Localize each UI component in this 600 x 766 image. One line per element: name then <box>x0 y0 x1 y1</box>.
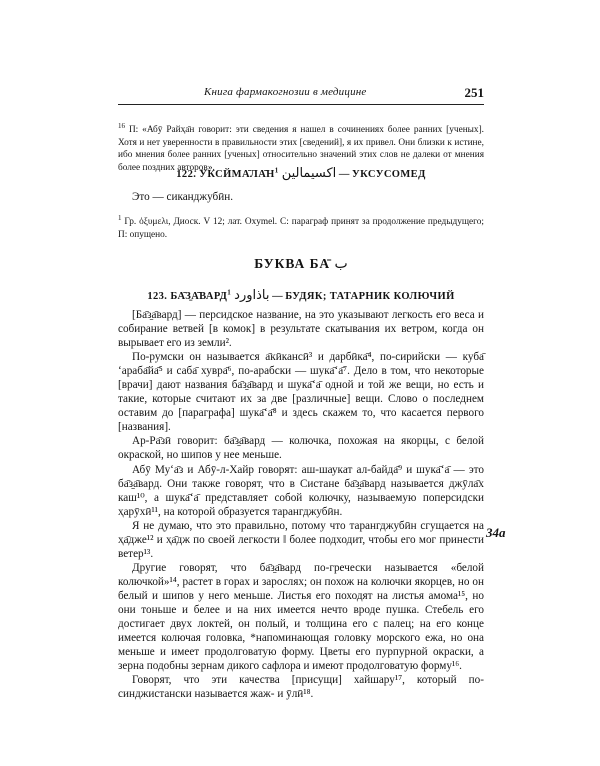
entry-123-heading <box>118 288 484 303</box>
paragraph: Говорят, что эти качества [присущи] хайшару¹⁷, который по-синджистански называется жаж- и ӯлӣ¹⁸. <box>118 674 484 701</box>
page-number: 251 <box>464 85 484 100</box>
footnote-marker: 16 <box>118 122 125 130</box>
entry-122-translation: — УКСУСОМЕД <box>338 169 426 180</box>
entry-122-arabic: اكسيمالين <box>281 166 337 181</box>
footnote-text: П: «Абӯ Райҳа̄н говорит: эти сведения я нашел в сочинениях более ранних [ученых]. Хотя и нет уверенности в правильности этих [сведений], я их привел. Они близки к истине, ибо мнения более ранних [ученых] относительно значений этих слов не далеки от мнения более поздних авторов». <box>118 125 484 173</box>
section-label: БУКВА БА̄ <box>254 256 331 271</box>
entry-122-title: 122. УКСЙМА̄ЛА̄Н <box>176 169 275 180</box>
entry-123-note: 1 <box>227 288 232 297</box>
entry-123-arabic: باذاورد <box>234 288 270 303</box>
running-header <box>118 86 484 105</box>
margin-folio-note: 34а <box>486 525 506 540</box>
section-arabic: ب <box>334 256 348 272</box>
section-heading <box>118 256 484 272</box>
entry-122-footnote <box>118 212 484 241</box>
paragraph: Я не думаю, что это правильно, потому что тарангджубӣн сгущается на ҳа̄дже¹² и ҳа̄дж по своей легкости ‖ более подходит, чтобы его мог принести ветер¹³. <box>118 519 484 560</box>
entry-123-title: 123. БА̄З̱А̄ВАРД <box>147 291 228 302</box>
entry-122-note: 1 <box>274 166 279 175</box>
entry-122-footnote-text: Гр. ὀξυμελι, Диоск. V 12; лат. Oxymel. С: параграф принят за продолжение предыдущего; П: опущено. <box>118 217 484 240</box>
paragraph: [Ба̄з̱а̄вард] — персидское название, на это указывают легкость его веса и собирание ветвей [в комок] в результате скатывания их ветром, когда он вырывает его из земли². <box>118 309 484 350</box>
entry-122-footnote-marker: 1 <box>118 214 122 222</box>
entry-122-heading <box>118 166 484 181</box>
entry-122-text: Это — сиканджубӣн. <box>132 191 234 203</box>
entry-123-body <box>118 308 484 701</box>
running-title: Книга фармакогнозии в медицине <box>204 86 367 98</box>
paragraph: Абӯ Му‘а̄з и Абӯ-л-Хайр говорят: аш-шаукат ал-байда̄⁹ и шука̄‘а̄ — это ба̄з̱а̄вард. Они также говорят, что в Систане ба̄з̱а̄вард называется джӯла̄х каш¹⁰, а шука̄‘а̄ представляет собой колючку, называемую поперсидски ҳарӯхӣ¹¹, на которой образуется тарангджубӣн. <box>118 463 484 518</box>
entry-123-translation: — БУДЯК; ТАТАРНИК КОЛЮЧИЙ <box>272 291 455 302</box>
paragraph: Другие говорят, что ба̄з̱а̄вард по-гречески называется «белой колючкой»¹⁴, растет в горах и зарослях; он похож на колючки якорцев, но он белый и шипов у него меньше. Листья его походят на листья амома¹⁵, но они тоньше и белее и на них имеется нечто вроде пушка. Стебель его достигает двух локтей, он полый, и толщина его с палец; на его конце имеется колючая головка, *напоминающая головку морского ежа, но она меньше и имеет продолговатую форму. Цветы его пурпурной окраски, а зерна подобны зернам дикого сафлора и имеют продолговатую форму¹⁶. <box>118 561 484 673</box>
paragraph: По-румски он называется а̄кӣкансӣ³ и дарбӣка̄⁴, по-сирийски — куба̄ ‘араба̄йа̄⁵ и саба̄ хувра̄⁶, по-арабски — шука̄‘а̄⁷. Дело в том, что некоторые [врачи] дают названия ба̄з̱а̄вард и шука̄‘а̄ одной и той же вещи, но есть и такие, которые считают их за две [различные] вещи. Слово о последнем оставим до [параграфа] шука̄‘а̄⁸ и здесь скажем то, что касается первого [названия]. <box>118 351 484 434</box>
paragraph: Ар-Ра̄зӣ говорит: ба̄з̱а̄вард — колючка, похожая на якорцы, с белой окраской, но шипов у нее меньше. <box>118 435 484 462</box>
